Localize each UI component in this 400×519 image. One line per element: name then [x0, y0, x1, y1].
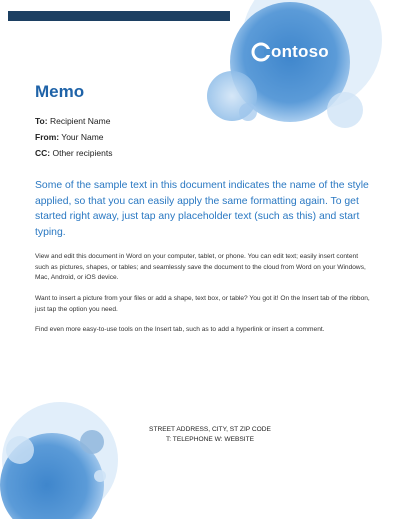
memo-title: Memo	[35, 82, 85, 101]
logo-text: ontoso	[271, 42, 329, 61]
footer	[110, 425, 310, 445]
footer-contact: T: TELEPHONE W: WEBSITE	[165, 436, 255, 443]
header-bar	[8, 11, 230, 21]
from-value: Your Name	[59, 132, 104, 142]
body-paragraph-3: Find even more easy-to-use tools on the Insert tab, such as to add a hyperlink or insert a comment.	[35, 326, 325, 333]
logo-c-icon	[251, 42, 271, 62]
cc-field	[35, 148, 112, 158]
footer-address: STREET ADDRESS, CITY, ST ZIP CODE	[149, 426, 271, 433]
from-label: From:	[35, 132, 60, 142]
body-paragraph-2: Want to insert a picture from your files or add a shape, text box, or table? You got it! On the Insert tab of the ribbon, just tap the option you need.	[35, 295, 370, 313]
lead-paragraph: Some of the sample text in this document indicates the name of the style applied, so that you can easily apply the same formatting again. To get started right away, just tap any placeholder text (such as this) and start typing.	[35, 180, 369, 238]
from-field	[35, 132, 104, 142]
contoso-logo	[251, 42, 329, 62]
body-paragraph-1: View and edit this document in Word on your computer, tablet, or phone. You can edit text; easily insert content such as pictures, shapes, or tables; and seamlessly save the document to the cloud from Word on your Windows, Mac, Android, or iOS device.	[35, 253, 366, 282]
to-label: To:	[35, 116, 48, 126]
cc-label: CC:	[35, 148, 51, 158]
to-value: Recipient Name	[47, 116, 111, 126]
decorative-circles-bottom	[0, 390, 140, 519]
cc-value: Other recipients	[50, 148, 113, 158]
to-field	[35, 116, 110, 126]
